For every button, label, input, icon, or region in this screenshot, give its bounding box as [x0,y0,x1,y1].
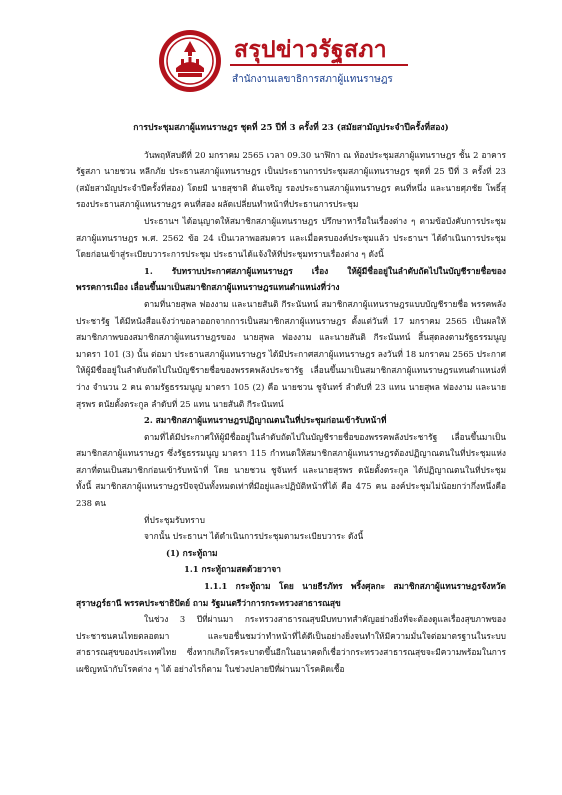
header-divider [230,64,408,66]
agenda-oral-question: 1.1 กระทู้ถามสดด้วยวาจา [184,564,281,575]
heading-item-1: 1. รับทราบประกาศสภาผู้แทนราษฎร เรื่อง ให้ผู้มีชื่ออยู่ในลำดับถัดไปในบัญชีรายชื่อของพรรคการเมือง เลื่อนขึ้นมาเป็นสมาชิกสภาผู้แทนราษฎรแทนตำแหน่งที่ว่าง [76,265,506,293]
heading-item-2: 2. สมาชิกสภาผู้แทนราษฎรปฏิญาณตนในที่ประชุมก่อนเข้ารับหน้าที่ [144,415,387,426]
header-title: สรุปข่าวรัฐสภา [234,37,388,63]
paragraph-announcements: ประธานฯ ได้อนุญาตให้สมาชิกสภาผู้แทนราษฎร ปรึกษาหารือในเรื่องต่าง ๆ ตามข้อบังคับการประชุมสภาผู้แทนราษฎร พ.ศ. 2562 ข้อ 24 เป็นเวลาพอสมควร และเมื่อครบองค์ประชุมแล้ว ประธานฯ ได้ดำเนินการประชุม โดยก่อนเข้าสู่ระเบียบวาระการประชุม ประธานได้แจ้งให้ที่ประชุมทราบเรื่องต่าง ๆ ดังนี้ [76,215,506,260]
header [158,28,418,108]
heading-question-1-1-1: 1.1.1 กระทู้ถาม โดย นายธีรภัทร พริ้งศุลกะ สมาชิกสภาผู้แทนราษฎรจังหวัดสุราษฎร์ธานี พรรคประชาธิปัตย์ ถาม รัฐมนตรีว่าการกระทรวงสาธารณสุข [76,581,506,608]
agenda-intro: จากนั้น ประธานฯ ได้ดำเนินการประชุมตามระเบียบวาระ ดังนี้ [144,531,364,542]
paragraph-item-1: ตามที่นายสุพล ฟองงาม และนายสันติ กีระนันทน์ สมาชิกสภาผู้แทนราษฎรแบบบัญชีรายชื่อ พรรคพลังประชารัฐ ได้มีหนังสือแจ้งว่าขอลาออกจากการเป็นสมาชิกสภาผู้แทนราษฎร ตั้งแต่วันที่ 17 มกราคม 2565 เป็นผลให้สมาชิกภาพของสมาชิกสภาผู้แทนราษฎรของ นายสุพล ฟองงาม และนายสันติ กีระนันทน์ สิ้นสุดลงตามรัฐธรรมนูญ มาตรา 101 (3) นั้น ต่อมา ประธานสภาผู้แทนราษฎร ได้มีประกาศสภาผู้แทนราษฎร ลงวันที่ 18 มกราคม 2565 ประกาศให้ผู้มีชื่ออยู่ในลำดับถัดไปในบัญชีรายชื่อของพรรคพลังประชารัฐ เลื่อนขึ้นมาเป็นสมาชิกสภาผู้แทนราษฎรแทนตำแหน่งที่ว่าง จำนวน 2 คน ตามรัฐธรรมนูญ มาตรา 105 (2) คือ นายชวน ชูจันทร์ ลำดับที่ 23 แทน นายสุพล ฟองงาม และนายสุรพร ดนัยตั้งตระกูล ลำดับที่ 25 แทน นายสันติ กีระนันทน์ [76,298,506,409]
paragraph-item-2: ตามที่ได้มีประกาศให้ผู้มีชื่ออยู่ในลำดับถัดไปในบัญชีรายชื่อของพรรคพลังประชารัฐ เลื่อนขึ้นมาเป็นสมาชิกสภาผู้แทนราษฎร ซึ่งรัฐธรรมนูญ มาตรา 115 กำหนดให้สมาชิกสภาผู้แทนราษฎรต้องปฏิญาณตนในที่ประชุมแห่งสภาที่ตนเป็นสมาชิกก่อนเข้ารับหน้าที่ โดย นายชวน ชูจันทร์ และนายสุรพร ดนัยตั้งตระกูล ได้ปฏิญาณตนในที่ประชุม ทั้งนี้ สมาชิกสภาผู้แทนราษฎรปัจจุบันทั้งหมดเท่าที่มีอยู่และปฏิบัติหน้าที่ได้ คือ 475 คน องค์ประชุมไม่น้อยกว่ากึ่งหนึ่งคือ 238 คน [76,431,506,509]
document-title: การประชุมสภาผู้แทนราษฎร ชุดที่ 25 ปีที่ 3 ครั้งที่ 23 (สมัยสามัญประจำปีครั้งที่สอง) [133,123,449,133]
paragraph-intro: วันพฤหัสบดีที่ 20 มกราคม 2565 เวลา 09.30 นาฬิกา ณ ห้องประชุมสภาผู้แทนราษฎร ชั้น 2 อาคารรัฐสภา นายชวน หลีกภัย ประธานสภาผู้แทนราษฎร เป็นประธานการประชุมสภาผู้แทนราษฎร ชุดที่ 25 ปีที่ 3 ครั้งที่ 23 (สมัยสามัญประจำปีครั้งที่สอง) โดยมี นายสุชาติ ตันเจริญ รองประธานสภาผู้แทนราษฎร คนที่หนึ่ง และนายศุภชัย โพธิ์สุ รองประธานสภาผู้แทนราษฎร คนที่สอง ผลัดเปลี่ยนทำหน้าที่ประธานการประชุม [76,149,506,210]
document-body [76,120,506,678]
parliament-emblem-icon [158,28,222,94]
header-subtitle: สำนักงานเลขาธิการสภาผู้แทนราษฎร [232,74,393,85]
meeting-acknowledged: ที่ประชุมรับทราบ [144,514,205,525]
paragraph-question-body: ในช่วง 3 ปีที่ผ่านมา กระทรวงสาธารณสุขมีบทบาทสำคัญอย่างยิ่งที่จะต้องดูแลเรื่องสุขภาพของประชาชนคนไทยตลอดมา และขอชื่นชมว่าทำหน้าที่ได้ดีเป็นอย่างยิ่งจนทำให้มีความมั่นใจต่อมาตรฐานในระบบสาธารณสุขของประเทศไทย ซึ่งหากเกิดโรคระบาดขึ้นอีกในอนาคตก็เชื่อว่ากระทรวงสาธารณสุขจะมีความพร้อมในการเผชิญหน้ากับโรคต่าง ๆ ได้ อย่างไรก็ตาม ในช่วงปลายปีที่ผ่านมาโรคติดเชื้อ [76,614,506,674]
agenda-interpellation: (1) กระทู้ถาม [166,547,218,558]
